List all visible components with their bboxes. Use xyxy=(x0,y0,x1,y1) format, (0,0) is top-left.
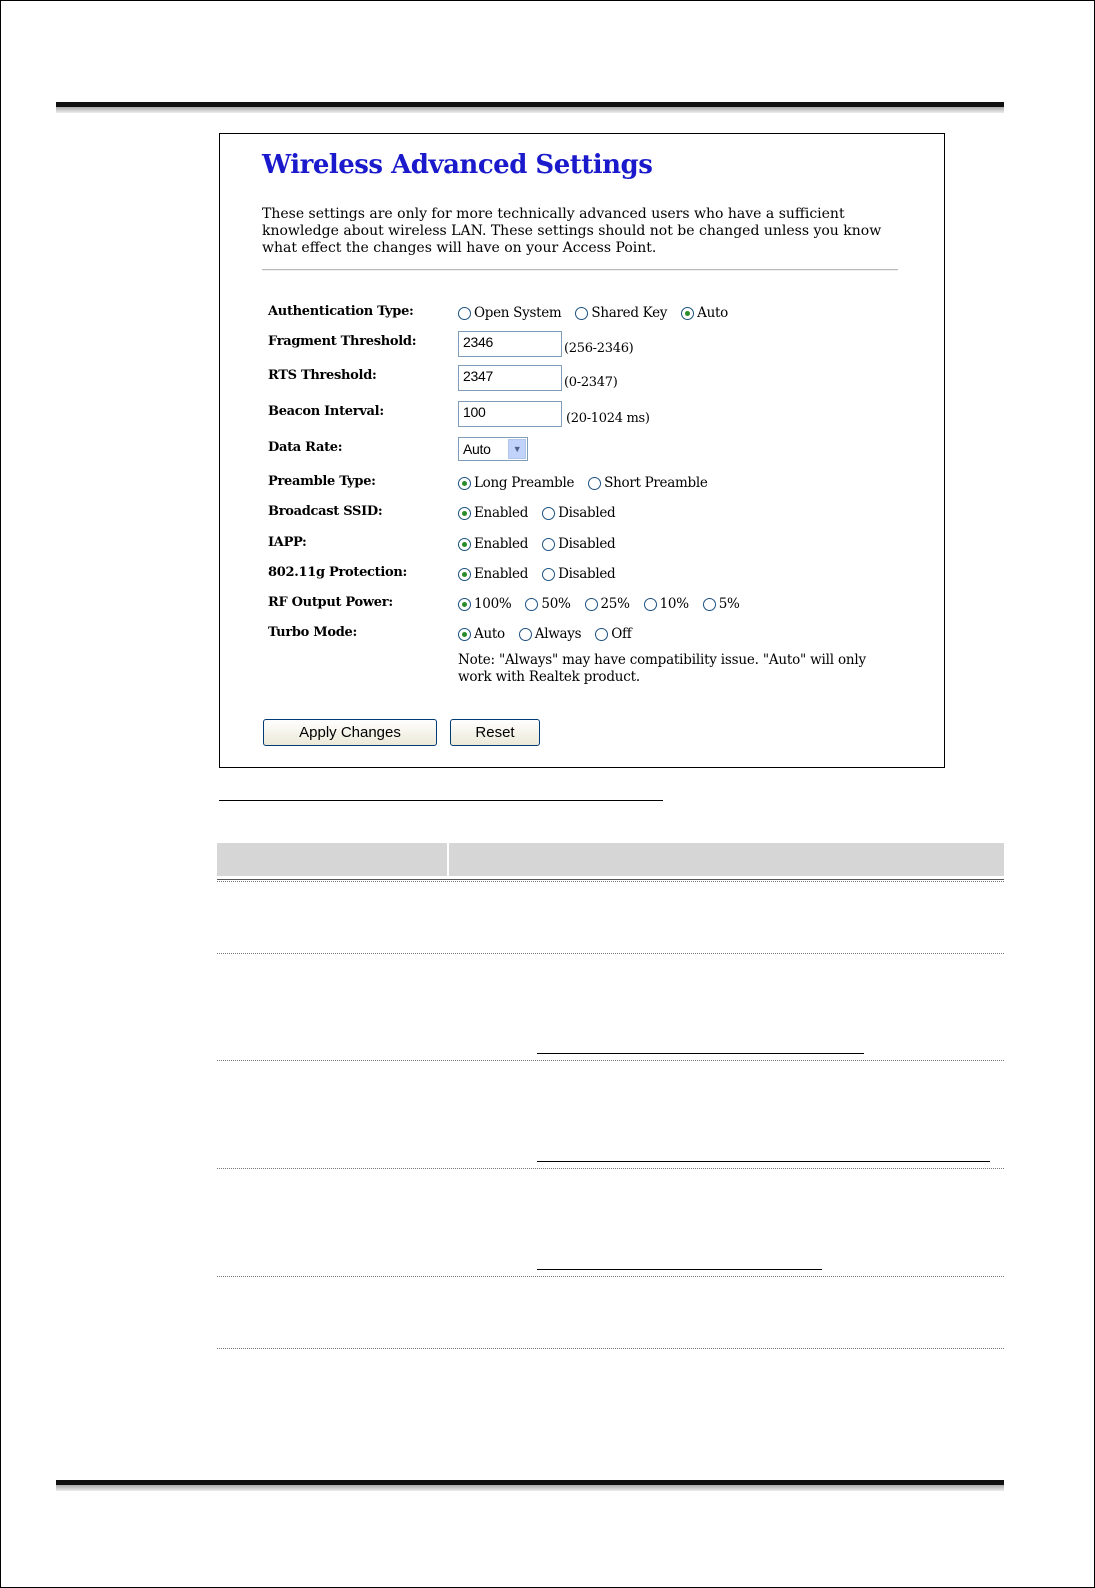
turbo-mode-radios xyxy=(458,622,645,646)
protection-radios xyxy=(458,562,629,586)
rf-power-50-option[interactable]: 50% xyxy=(525,596,570,612)
radio-checked-icon[interactable] xyxy=(458,598,471,611)
settings-panel xyxy=(219,133,945,768)
rf-power-radios xyxy=(458,592,754,616)
fragment-threshold-control xyxy=(458,331,633,357)
auth-type-label: Authentication Type: xyxy=(268,304,414,319)
rf-power-label: RF Output Power: xyxy=(268,595,393,610)
table-row-separator xyxy=(217,881,1004,882)
turbo-mode-label: Turbo Mode: xyxy=(268,625,357,640)
protection-disabled-option[interactable]: Disabled xyxy=(542,566,615,582)
table-cell-underline xyxy=(537,1269,822,1270)
broadcast-ssid-row xyxy=(220,501,944,525)
divider xyxy=(262,269,898,271)
table-cell-underline xyxy=(537,1161,990,1162)
protection-enabled-option[interactable]: Enabled xyxy=(458,566,528,582)
turbo-mode-note: Note: "Always" may have compatibility issue. "Auto" will only work with Realtek product. xyxy=(458,652,866,685)
turbo-always-option[interactable]: Always xyxy=(519,626,581,642)
radio-checked-icon[interactable] xyxy=(458,477,471,490)
radio-icon[interactable] xyxy=(525,598,538,611)
table-row-separator xyxy=(217,1276,1004,1277)
broadcast-ssid-label: Broadcast SSID: xyxy=(268,504,383,519)
auth-shared-key-option[interactable]: Shared Key xyxy=(575,305,667,321)
radio-icon[interactable] xyxy=(585,598,598,611)
radio-checked-icon[interactable] xyxy=(458,628,471,641)
rf-power-100-option[interactable]: 100% xyxy=(458,596,511,612)
radio-checked-icon[interactable] xyxy=(458,538,471,551)
fragment-threshold-row xyxy=(220,331,944,357)
beacon-interval-range: (20-1024 ms) xyxy=(566,410,650,426)
table-row-separator xyxy=(217,953,1004,954)
rf-power-25-option[interactable]: 25% xyxy=(585,596,630,612)
fragment-threshold-input[interactable]: 2346 xyxy=(458,331,562,357)
preamble-label: Preamble Type: xyxy=(268,474,376,489)
header-rule-shadow xyxy=(56,107,1004,113)
iapp-enabled-option[interactable]: Enabled xyxy=(458,536,528,552)
protection-label: 802.11g Protection: xyxy=(268,565,408,580)
broadcast-ssid-radios xyxy=(458,501,629,525)
iapp-disabled-option[interactable]: Disabled xyxy=(542,536,615,552)
data-rate-label: Data Rate: xyxy=(268,440,343,455)
iapp-label: IAPP: xyxy=(268,535,307,550)
table-row-separator xyxy=(217,1060,1004,1061)
rf-power-row xyxy=(220,592,944,616)
preamble-radios xyxy=(458,471,722,495)
iapp-radios xyxy=(458,532,629,556)
caption-underline xyxy=(219,800,663,801)
reset-button[interactable]: Reset xyxy=(450,719,540,746)
radio-icon[interactable] xyxy=(458,307,471,320)
radio-icon[interactable] xyxy=(542,538,555,551)
table-cell-underline xyxy=(537,1053,864,1054)
rts-threshold-control xyxy=(458,365,618,391)
beacon-interval-row xyxy=(220,401,944,427)
radio-checked-icon[interactable] xyxy=(458,507,471,520)
footer-rule-shadow xyxy=(56,1485,1004,1491)
preamble-row xyxy=(220,471,944,495)
iapp-row xyxy=(220,532,944,556)
protection-row xyxy=(220,562,944,586)
radio-icon[interactable] xyxy=(595,628,608,641)
page-title: Wireless Advanced Settings xyxy=(262,150,653,180)
table-row-separator xyxy=(217,1348,1004,1349)
beacon-interval-control xyxy=(458,401,650,427)
preamble-long-option[interactable]: Long Preamble xyxy=(458,475,574,491)
turbo-auto-option[interactable]: Auto xyxy=(458,626,505,642)
rts-threshold-input[interactable]: 2347 xyxy=(458,365,562,391)
table-header xyxy=(217,843,1004,876)
rts-threshold-row xyxy=(220,365,944,391)
apply-changes-button[interactable]: Apply Changes xyxy=(263,719,437,746)
auth-type-radios xyxy=(458,301,742,325)
beacon-interval-label: Beacon Interval: xyxy=(268,404,384,419)
chevron-down-icon[interactable]: ▼ xyxy=(508,439,526,459)
auth-type-row xyxy=(220,301,944,325)
rf-power-5-option[interactable]: 5% xyxy=(703,596,740,612)
radio-icon[interactable] xyxy=(644,598,657,611)
rf-power-10-option[interactable]: 10% xyxy=(644,596,689,612)
data-rate-select[interactable]: Auto ▼ xyxy=(458,437,528,461)
turbo-mode-row xyxy=(220,622,944,646)
beacon-interval-input[interactable]: 100 xyxy=(458,401,562,427)
data-rate-control xyxy=(458,435,528,462)
radio-icon[interactable] xyxy=(542,507,555,520)
radio-icon[interactable] xyxy=(575,307,588,320)
radio-icon[interactable] xyxy=(519,628,532,641)
broadcast-ssid-disabled-option[interactable]: Disabled xyxy=(542,505,615,521)
page-description: These settings are only for more technically advanced users who have a sufficient knowledge about wireless LAN. These settings should not be changed unless you know what effect the changes will have on your Access Point. xyxy=(262,206,882,256)
auth-open-system-option[interactable]: Open System xyxy=(458,305,561,321)
fragment-threshold-label: Fragment Threshold: xyxy=(268,334,417,349)
table-row-separator xyxy=(217,879,1004,880)
radio-icon[interactable] xyxy=(588,477,601,490)
rts-threshold-label: RTS Threshold: xyxy=(268,368,377,383)
radio-checked-icon[interactable] xyxy=(458,568,471,581)
preamble-short-option[interactable]: Short Preamble xyxy=(588,475,707,491)
radio-icon[interactable] xyxy=(542,568,555,581)
radio-checked-icon[interactable] xyxy=(681,307,694,320)
radio-icon[interactable] xyxy=(703,598,716,611)
fragment-threshold-range: (256-2346) xyxy=(564,340,634,356)
auth-auto-option[interactable]: Auto xyxy=(681,305,728,321)
turbo-off-option[interactable]: Off xyxy=(595,626,631,642)
broadcast-ssid-enabled-option[interactable]: Enabled xyxy=(458,505,528,521)
data-rate-row xyxy=(220,435,944,462)
rts-threshold-range: (0-2347) xyxy=(564,374,618,390)
table-header-divider xyxy=(447,843,449,876)
table-row-separator xyxy=(217,1168,1004,1169)
